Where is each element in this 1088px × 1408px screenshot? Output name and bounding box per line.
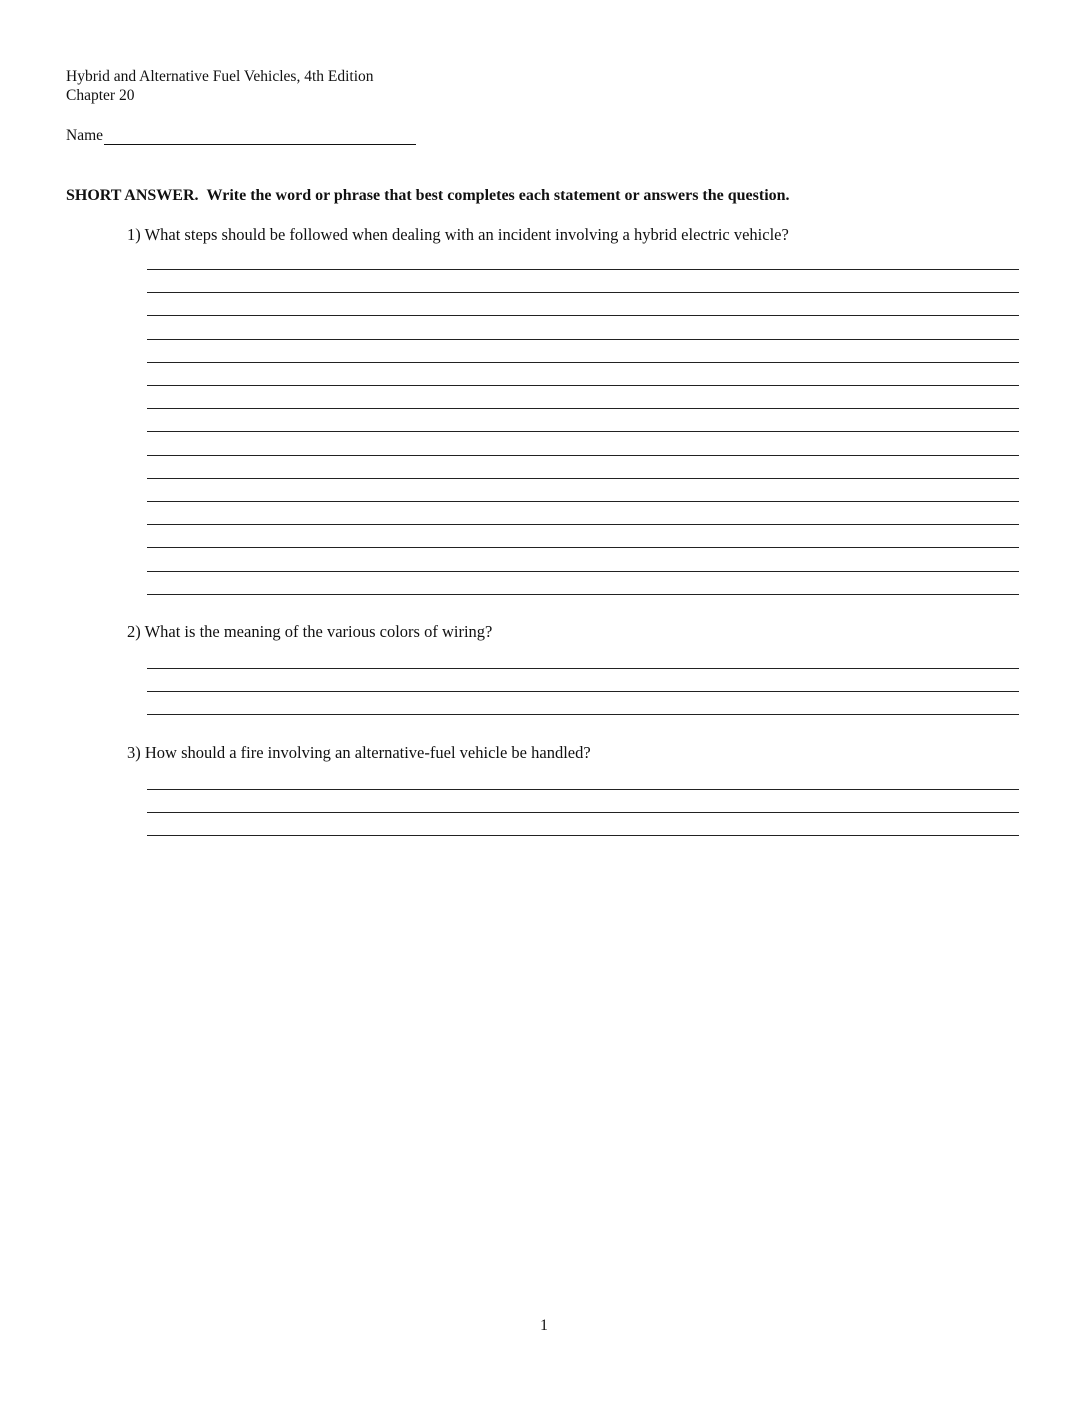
- answer-line[interactable]: [147, 714, 1019, 715]
- name-input-line[interactable]: [104, 127, 416, 145]
- section-instructions: [66, 186, 790, 206]
- answer-line[interactable]: [147, 339, 1019, 340]
- section-title: SHORT ANSWER.: [66, 187, 199, 204]
- answer-line[interactable]: [147, 385, 1019, 386]
- instructions-text: Write the word or phrase that best completes each statement or answers the question.: [206, 187, 790, 204]
- answer-line[interactable]: [147, 478, 1019, 479]
- question-1: [127, 225, 789, 245]
- answer-line[interactable]: [147, 292, 1019, 293]
- question-text: How should a fire involving an alternative-fuel vehicle be handled?: [144, 743, 591, 762]
- answer-line[interactable]: [147, 691, 1019, 692]
- answer-line[interactable]: [147, 408, 1019, 409]
- answer-line[interactable]: [147, 431, 1019, 432]
- answer-line[interactable]: [147, 269, 1019, 270]
- question-number: 2): [127, 622, 141, 641]
- book-title: Hybrid and Alternative Fuel Vehicles, 4th Edition: [66, 68, 374, 85]
- question-number: 3): [127, 743, 141, 762]
- answer-line[interactable]: [147, 668, 1019, 669]
- answer-line[interactable]: [147, 362, 1019, 363]
- answer-line[interactable]: [147, 835, 1019, 836]
- answer-line[interactable]: [147, 594, 1019, 595]
- question-2: [127, 622, 492, 642]
- answer-line[interactable]: [147, 455, 1019, 456]
- question-text: What is the meaning of the various colors of wiring?: [144, 622, 493, 641]
- page-number: 1: [540, 1317, 548, 1334]
- document-header: [66, 67, 374, 105]
- answer-line[interactable]: [147, 812, 1019, 813]
- answer-line[interactable]: [147, 315, 1019, 316]
- question-3: [127, 743, 591, 763]
- name-label: Name: [66, 127, 104, 144]
- chapter-label: Chapter 20: [66, 87, 135, 104]
- question-text: What steps should be followed when dealing with an incident involving a hybrid electric vehicle?: [144, 225, 789, 244]
- answer-line[interactable]: [147, 501, 1019, 502]
- answer-line[interactable]: [147, 547, 1019, 548]
- name-field-row: [66, 126, 416, 145]
- answer-line[interactable]: [147, 524, 1019, 525]
- answer-line[interactable]: [147, 789, 1019, 790]
- answer-line[interactable]: [147, 571, 1019, 572]
- question-number: 1): [127, 225, 141, 244]
